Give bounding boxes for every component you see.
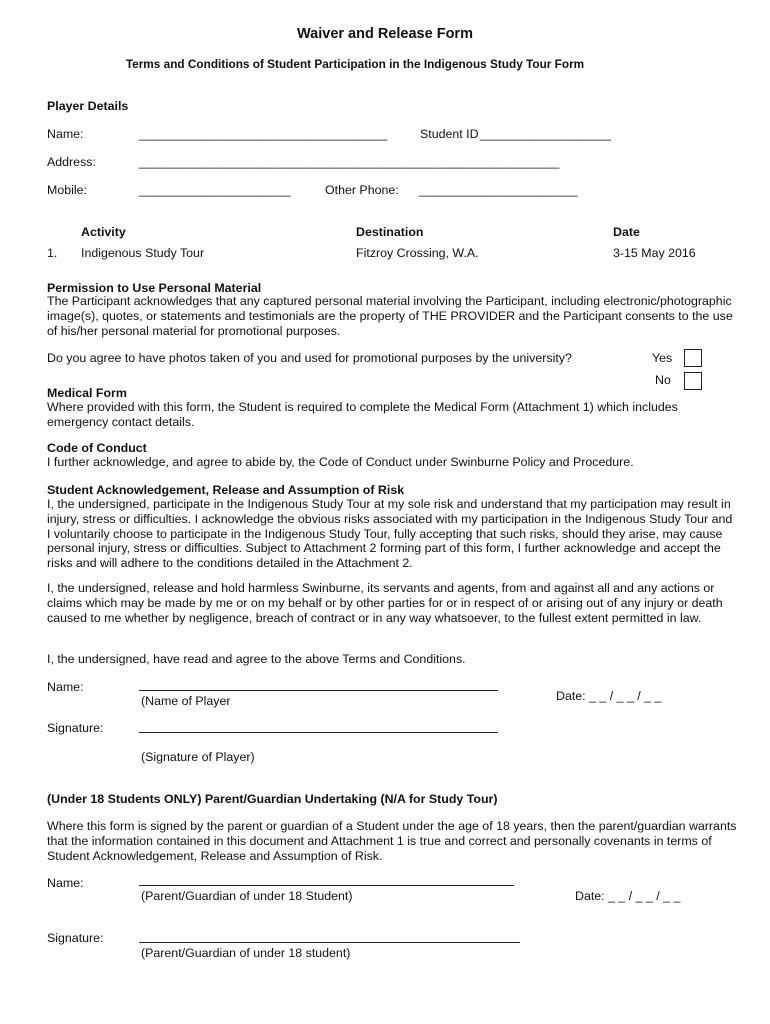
guardian-signature-caption: (Parent/Guardian of under 18 student) (141, 946, 351, 960)
other-phone-field[interactable]: _______________________ (419, 183, 578, 197)
no-checkbox[interactable] (684, 372, 702, 390)
player-signature-label: Signature: (47, 721, 104, 735)
row-destination: Fitzroy Crossing, W.A. (356, 246, 479, 260)
conduct-body: I further acknowledge, and agree to abide by, the Code of Conduct under Swinburne Policy and Procedure. (47, 455, 634, 469)
guardian-body: Where this form is signed by the parent or guardian of a Student under the age of 18 years, then the parent/guardian warrants that the information contained in this document and Attachment 1 is true and correct and personally covenants in terms of Student Acknowledgement, Release and Assumption of Risk. (47, 819, 737, 863)
player-signature-caption: (Signature of Player) (141, 750, 255, 764)
player-name-caption: (Name of Player (141, 694, 231, 708)
row-date: 3-15 May 2016 (613, 246, 696, 260)
name-label: Name: (47, 127, 84, 141)
acknowledgement-body-1: I, the undersigned, participate in the Indigenous Study Tour at my sole risk and understand that my participation may result in injury, stress or difficulties. I acknowledge the obvious risks associated with my participation in the Indigenous Study Tour and I voluntarily choose to participate in the Indigenous Study Tour, fully accepting that such risks, should they arise, may cause personal injury, stress or difficulties. Subject to Attachment 2 forming part of this form, I further acknowledge and accept the risks and will adhere to the conditions detailed in the Attachment 2. (47, 497, 733, 571)
row-number: 1. (47, 246, 58, 260)
guardian-name-line[interactable] (139, 885, 514, 886)
activity-header: Activity (81, 225, 126, 239)
permission-body: The Participant acknowledges that any captured personal material involving the Participant, including electronic/photographic image(s), quotes, or statements and testimonials are the property of THE PROVIDER and the Participant consents to the use of his/her personal material for promotional purposes. (47, 294, 733, 338)
medical-body: Where provided with this form, the Student is required to complete the Medical Form (Attachment 1) which includes emergency contact details. (47, 400, 678, 429)
acknowledgement-heading: Student Acknowledgement, Release and Assumption of Risk (47, 483, 405, 497)
player-name-line[interactable] (139, 690, 498, 691)
guardian-date-field[interactable]: Date: _ _ / _ _ / _ _ (575, 889, 681, 903)
yes-checkbox[interactable] (684, 349, 702, 367)
acknowledgement-body-2: I, the undersigned, release and hold harmless Swinburne, its servants and agents, from and against all and any actions or claims which may be made by me or on my behalf or by other parties for or in respect of or arising out of any injury or death caused to me whether by negligence, breach of contract or in any way whatsoever, to the fullest extent permitted in law. (47, 581, 723, 625)
guardian-name-label: Name: (47, 876, 84, 890)
name-field[interactable]: ____________________________________ (139, 127, 388, 141)
no-label: No (655, 373, 671, 387)
student-id-label: Student ID (420, 127, 479, 141)
guardian-signature-label: Signature: (47, 931, 104, 945)
player-name-label: Name: (47, 680, 84, 694)
guardian-name-caption: (Parent/Guardian of under 18 Student) (141, 889, 353, 903)
guardian-signature-line[interactable] (139, 942, 520, 943)
row-activity: Indigenous Study Tour (81, 246, 205, 260)
conduct-heading: Code of Conduct (47, 441, 147, 455)
other-phone-label: Other Phone: (325, 183, 399, 197)
address-field[interactable]: _____________________________________________________________ (139, 155, 560, 169)
medical-heading: Medical Form (47, 386, 127, 400)
mobile-field[interactable]: ______________________ (139, 183, 291, 197)
page-subtitle: Terms and Conditions of Student Participation in the Indigenous Study Tour Form (125, 57, 585, 71)
player-signature-line[interactable] (139, 732, 498, 733)
agree-statement: I, the undersigned, have read and agree to the above Terms and Conditions. (47, 652, 466, 666)
student-id-field[interactable]: ___________________ (480, 127, 611, 141)
mobile-label: Mobile: (47, 183, 87, 197)
player-details-heading: Player Details (47, 99, 129, 113)
destination-header: Destination (356, 225, 424, 239)
guardian-heading: (Under 18 Students ONLY) Parent/Guardian Undertaking (N/A for Study Tour) (47, 792, 498, 806)
yes-label: Yes (652, 351, 673, 365)
date-header: Date (613, 225, 640, 239)
player-date-field[interactable]: Date: _ _ / _ _ / _ _ (556, 689, 662, 703)
permission-heading: Permission to Use Personal Material (47, 281, 262, 295)
photo-consent-question: Do you agree to have photos taken of you and used for promotional purposes by the university? (47, 351, 572, 365)
page-title: Waiver and Release Form (297, 26, 473, 42)
address-label: Address: (47, 155, 96, 169)
